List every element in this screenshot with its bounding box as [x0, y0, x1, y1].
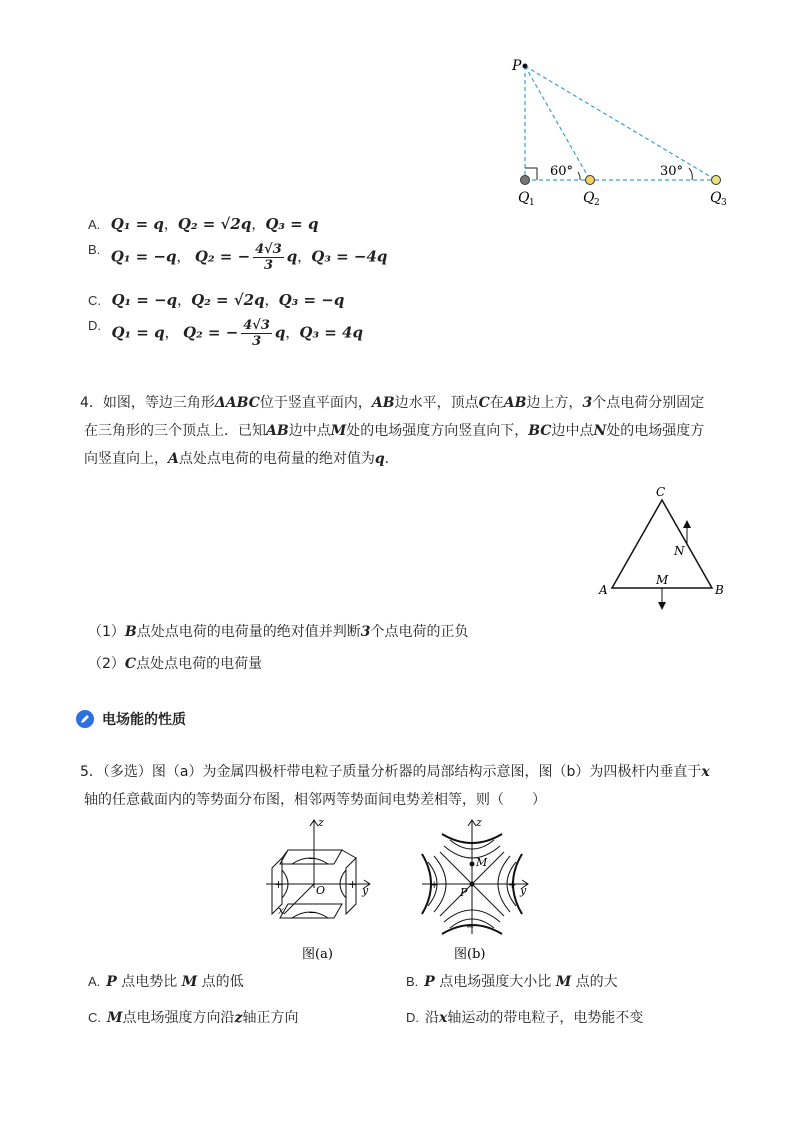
q4-subquestion-2	[88, 653, 262, 673]
math: BC	[528, 423, 552, 439]
label-c: C	[656, 485, 666, 499]
label-a: A	[599, 583, 608, 597]
math: A	[168, 451, 179, 467]
option-label: C.	[88, 1010, 101, 1025]
option-label: A.	[88, 217, 101, 232]
option-label: C.	[88, 293, 101, 308]
separator: ，	[285, 325, 300, 342]
label-z: z	[476, 818, 482, 829]
caption-b: 图(b)	[454, 947, 486, 962]
label-p: P	[460, 886, 468, 899]
pencil-icon	[76, 710, 94, 728]
formula-part: Q₁ = q	[110, 215, 164, 233]
math: 3	[582, 395, 593, 411]
sub-number: （2）	[88, 656, 125, 672]
label-p: P	[512, 58, 522, 74]
text: 处的电场强度方向竖直向下，	[346, 423, 529, 439]
q4-triangle-figure	[594, 482, 734, 617]
option-label: B.	[88, 242, 101, 257]
text: 向竖直向上，	[84, 451, 168, 467]
separator: ，	[297, 249, 312, 266]
edge	[282, 850, 288, 858]
q4-line-2	[80, 417, 740, 445]
separator: ，	[177, 293, 192, 309]
text: 轴的任意截面内的等势面分布图，相邻两等势面间电势差相等，则（ ）	[84, 792, 546, 808]
text: 如图，等边三角形	[102, 395, 215, 411]
math: M	[555, 974, 572, 990]
separator: ，	[163, 217, 178, 233]
math: x	[439, 1010, 448, 1026]
sign: +	[274, 878, 284, 891]
charge-q1	[521, 176, 530, 185]
option-label: B.	[406, 974, 419, 989]
text: 点处点电荷的电荷量	[136, 656, 263, 672]
q5-figure-b	[420, 818, 535, 966]
fraction-denominator: 3	[252, 334, 262, 349]
text: 点的大	[571, 974, 618, 990]
sign: −	[466, 922, 475, 933]
text: 在三角形的三个顶点上．已知	[84, 423, 266, 439]
formula-part: Q₂ = √2q	[177, 215, 252, 233]
formula-part: Q₃ = q	[265, 215, 319, 233]
math: C	[124, 656, 137, 672]
q5-line-2	[80, 786, 740, 814]
label-m: M	[656, 573, 669, 587]
formula-part: Q₁ = −q	[110, 247, 177, 266]
text: 边水平，顶点	[394, 395, 479, 411]
formula-part: Q₃ = 4q	[299, 323, 363, 342]
point-p-dot	[470, 882, 475, 887]
formula-part: Q₂ = −	[183, 323, 239, 342]
sign: +	[508, 880, 517, 891]
math: P	[424, 974, 435, 990]
q5-option-a[interactable]	[88, 971, 244, 991]
question-number: 5．	[80, 764, 103, 780]
math: z	[234, 1010, 243, 1026]
formula-part: Q₂ = √2q	[191, 291, 265, 309]
fraction	[241, 318, 272, 349]
option-label: D.	[88, 318, 101, 333]
q4-line-1	[80, 389, 740, 417]
formula-part: Q₁ = q	[111, 323, 165, 342]
arrowhead-n	[683, 520, 691, 528]
q3-option-b[interactable]	[88, 242, 387, 273]
sign: +	[348, 878, 358, 891]
math: N	[593, 423, 607, 439]
fraction-denominator: 3	[263, 258, 273, 273]
separator: ，	[164, 325, 179, 342]
text: 个点电荷的正负	[370, 624, 469, 640]
text: 沿	[425, 1010, 439, 1026]
section-title: 电场能的性质	[102, 712, 186, 728]
edge	[342, 850, 356, 858]
sign: −	[308, 906, 318, 919]
label-q2-sub: 2	[594, 198, 600, 208]
sub-number: （1）	[88, 624, 125, 640]
text: 点电势比	[116, 974, 182, 990]
text: 边中点	[551, 423, 594, 439]
q5-figure-a	[262, 818, 377, 966]
q4-stem	[80, 389, 740, 473]
label-60: 60°	[550, 164, 574, 179]
formula-part: Q₁ = −q	[111, 291, 178, 309]
label-q3: Q	[710, 190, 722, 206]
separator: ，	[264, 293, 279, 309]
math: M	[181, 974, 198, 990]
q5-line-1	[80, 758, 740, 786]
label-q2: Q	[583, 190, 595, 206]
text: 轴正方向	[242, 1010, 299, 1026]
math: q	[374, 451, 385, 467]
math: AB	[266, 423, 289, 439]
text: 点处点电荷的电荷量的绝对值并判断	[136, 624, 361, 640]
caption-a: 图(a)	[302, 947, 333, 962]
label-z: z	[318, 818, 324, 829]
text: 个点电荷分别固定	[592, 395, 705, 411]
q4-subquestion-1	[88, 621, 469, 641]
label-m: M	[476, 856, 488, 869]
formula-part: q	[274, 323, 286, 342]
text: 轴运动的带电粒子，电势能不变	[447, 1010, 644, 1026]
text: 点电场强度大小比	[434, 974, 556, 990]
text: （多选）图（a）为金属四极杆带电粒子质量分析器的局部结构示意图，图（b）为四极杆内垂直于	[102, 764, 702, 780]
sign: +	[430, 880, 439, 891]
arrowhead-m	[658, 602, 666, 610]
q5-stem	[80, 758, 740, 814]
q5-option-d[interactable]	[406, 1007, 643, 1027]
pq2-line	[525, 66, 590, 180]
label-n: N	[674, 544, 685, 558]
fraction-numerator: 4√3	[255, 242, 282, 257]
sign: −	[308, 852, 318, 865]
charge-q2	[586, 176, 595, 185]
label-y: y	[520, 884, 527, 897]
separator: ，	[176, 249, 191, 266]
math: AB	[371, 395, 395, 411]
text: 在	[489, 395, 504, 411]
text: 位于竖直平面内，	[259, 395, 372, 411]
label-y: y	[362, 884, 369, 897]
q3-figure	[500, 52, 740, 212]
option-label: D.	[406, 1010, 419, 1025]
formula-part: Q₃ = −4q	[311, 247, 388, 266]
text: 点处点电荷的电荷量的绝对值为	[178, 451, 375, 467]
math: M	[330, 423, 347, 439]
math: AB	[503, 395, 527, 411]
formula-part: Q₃ = −q	[278, 291, 345, 309]
separator: ，	[251, 217, 266, 233]
option-label: A.	[88, 974, 101, 989]
angle60-arc	[578, 172, 580, 180]
label-q1-sub: 1	[529, 198, 535, 208]
text: 点电场强度方向沿	[122, 1010, 235, 1026]
text: 处的电场强度方	[606, 423, 705, 439]
text: 边中点	[288, 423, 331, 439]
charge-q3	[712, 176, 721, 185]
text: ．	[384, 451, 399, 467]
question-number: 4．	[80, 395, 103, 411]
label-q1: Q	[518, 190, 530, 206]
sign: −	[466, 838, 475, 849]
math: B	[124, 624, 137, 640]
point-p	[523, 64, 528, 69]
text: 边上方，	[526, 395, 583, 411]
angle30-arc	[689, 168, 692, 180]
q4-line-3	[80, 445, 740, 473]
label-q3-sub: 3	[721, 198, 727, 208]
q3-option-d[interactable]	[88, 318, 363, 349]
math: x	[701, 764, 710, 780]
label-b: B	[715, 583, 724, 597]
q5-option-b[interactable]	[406, 971, 618, 991]
text: 点的低	[197, 974, 244, 990]
q3-option-c[interactable]	[88, 290, 344, 310]
label-o: O	[316, 884, 326, 897]
formula-part: Q₂ = −	[194, 247, 251, 266]
q3-option-a[interactable]	[88, 214, 318, 234]
math: M	[107, 1010, 123, 1026]
label-x: x	[278, 904, 285, 917]
math: ΔABC	[214, 395, 260, 411]
pq3-line	[525, 66, 716, 180]
point-m-dot	[470, 862, 475, 867]
fraction	[253, 242, 284, 273]
math: P	[106, 974, 117, 990]
math: 3	[360, 624, 371, 640]
formula-part: q	[286, 247, 298, 266]
math: C	[478, 395, 490, 411]
q5-option-c[interactable]	[88, 1007, 298, 1027]
section-header	[76, 709, 186, 729]
fraction-numerator: 4√3	[243, 318, 270, 333]
label-30: 30°	[660, 164, 684, 179]
